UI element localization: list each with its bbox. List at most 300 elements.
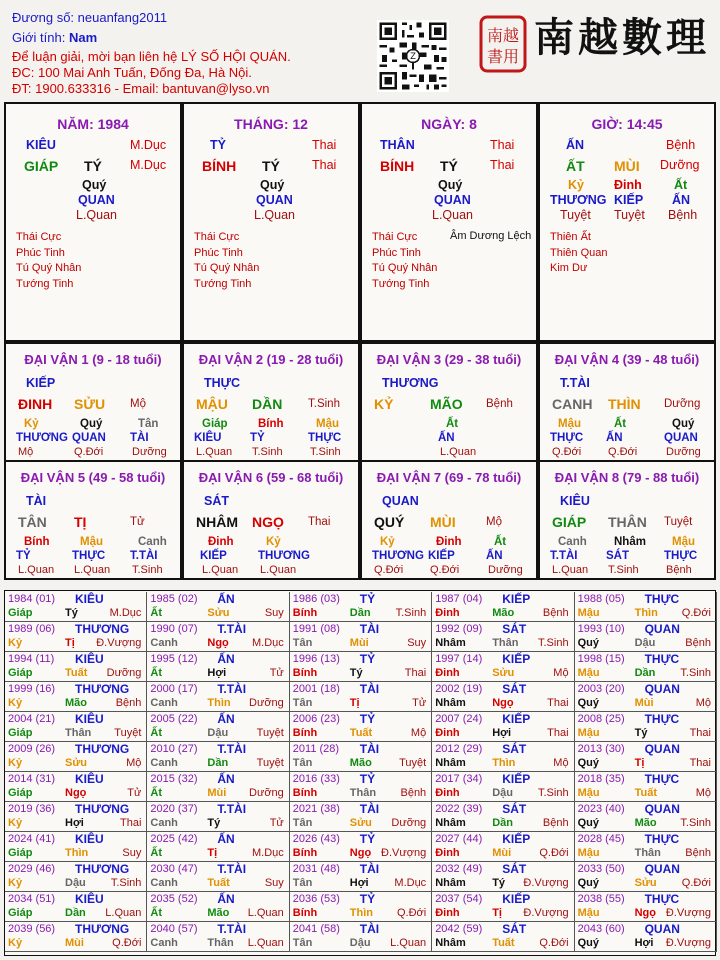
year-life: Q.Đới <box>539 846 569 859</box>
year-branch: Thìn <box>349 906 374 919</box>
hidden-star: THỰC <box>72 550 106 562</box>
year-stem: Canh <box>150 936 178 949</box>
year-cell[interactable] <box>147 652 289 682</box>
year-stem: Ất <box>150 786 162 799</box>
year-star: KIẾP <box>502 651 531 666</box>
year-stem: Quý <box>577 936 599 949</box>
year-star: THƯƠNG <box>75 861 130 876</box>
year-branch: Thân <box>207 936 234 949</box>
year-life: Thai <box>689 726 711 739</box>
dai-van-star: T.TÀI <box>560 376 590 390</box>
year-cell[interactable] <box>5 772 147 802</box>
dai-van-box[interactable] <box>538 460 716 580</box>
dai-van-title: ĐẠI VẬN 7 (69 - 78 tuổi) <box>376 470 522 485</box>
year-label: 2024 (41) <box>8 832 56 845</box>
year-label: 1995 (12) <box>150 652 198 665</box>
year-cell[interactable] <box>5 862 147 892</box>
dai-van-star: THỰC <box>204 376 241 390</box>
year-stem: Giáp <box>8 726 33 739</box>
year-label: 2021 (38) <box>292 802 340 815</box>
year-cell[interactable] <box>5 622 147 652</box>
dai-van-star: TÀI <box>26 494 47 508</box>
year-cell[interactable] <box>575 892 717 922</box>
year-branch: Dần <box>349 606 371 619</box>
hidden-life: Q.Đới <box>430 564 460 576</box>
dai-van-stem: ĐINH <box>18 396 53 412</box>
year-stem: Quý <box>577 816 599 829</box>
year-cell[interactable] <box>290 832 432 862</box>
year-branch: Tý <box>207 816 221 829</box>
brand-logo: 南越數理 <box>534 14 710 61</box>
year-cell[interactable] <box>432 862 574 892</box>
year-star: THƯƠNG <box>75 921 130 936</box>
year-cell[interactable] <box>290 922 432 952</box>
year-stem: Bính <box>292 786 318 799</box>
hidden-life: Q.Đới <box>74 446 104 458</box>
year-star: QUAN <box>644 621 680 636</box>
pillar-branch-life: Dưỡng <box>660 158 700 172</box>
hidden-stem: Nhâm <box>614 536 646 548</box>
year-cell[interactable] <box>5 592 147 622</box>
year-branch: Tý <box>492 876 506 889</box>
hidden-star: T.TÀI <box>130 550 158 562</box>
year-stem: Giáp <box>8 846 33 859</box>
year-star: T.TÀI <box>217 741 247 756</box>
year-star: THỰC <box>644 891 680 906</box>
pillar-top-life: Thai <box>490 138 515 152</box>
year-stem: Ất <box>150 606 162 619</box>
year-stem: Ất <box>150 666 162 679</box>
year-cell[interactable] <box>575 682 717 712</box>
pillar-notes <box>550 230 607 277</box>
year-cell[interactable] <box>5 682 147 712</box>
year-life: T.Sinh <box>110 876 142 889</box>
year-stem: Bính <box>292 726 318 739</box>
year-stem: Canh <box>150 756 178 769</box>
account-line <box>12 10 167 26</box>
pillar-notes <box>16 230 81 292</box>
year-stem: Bính <box>292 666 318 679</box>
year-branch: Dần <box>65 906 86 919</box>
hidden-life: L.Quan <box>432 208 474 222</box>
pillar-stem: GIÁP <box>24 158 59 174</box>
year-star: TỶ <box>359 651 376 666</box>
hidden-stem: Bính <box>258 418 284 430</box>
year-life: M.Dục <box>252 846 284 859</box>
dai-van-life: Thai <box>308 516 331 528</box>
dai-van-box[interactable] <box>538 342 716 462</box>
pillar-branch-life: Thai <box>312 158 337 172</box>
year-life: Bệnh <box>400 786 427 799</box>
dai-van-box[interactable] <box>4 460 182 580</box>
hidden-star: ẤN <box>672 193 691 207</box>
year-label: 2038 (55) <box>577 892 625 905</box>
year-cell[interactable] <box>5 652 147 682</box>
year-life: L.Quan <box>247 936 284 949</box>
hidden-life: L.Quan <box>440 446 477 458</box>
hidden-star: KIÊU <box>194 432 222 444</box>
year-cell[interactable] <box>147 922 289 952</box>
year-label: 2013 (30) <box>577 742 625 755</box>
year-branch: Tuất <box>207 876 230 889</box>
year-star: T.TÀI <box>217 681 247 696</box>
dai-van-stem: NHÂM <box>196 514 238 530</box>
account-label: Đương số: <box>12 10 75 25</box>
year-life: Tuyệt <box>114 726 142 739</box>
dai-van-box[interactable] <box>182 342 360 462</box>
hidden-life: L.Quan <box>74 564 111 576</box>
svg-text:南越: 南越 <box>486 26 520 45</box>
year-life: Thai <box>547 696 569 709</box>
hidden-stem: Kỷ <box>380 536 395 548</box>
hidden-life: Tuyệt <box>560 208 591 222</box>
year-stem: Mậu <box>577 606 600 619</box>
dai-van-title: ĐẠI VẬN 8 (79 - 88 tuổi) <box>554 470 700 485</box>
year-life: Bệnh <box>685 636 711 649</box>
year-cell[interactable] <box>432 832 574 862</box>
year-branch: Mùi <box>349 636 369 649</box>
pillar-hour <box>538 102 716 342</box>
year-branch: Thân <box>349 786 377 799</box>
year-cell[interactable] <box>432 892 574 922</box>
year-cell[interactable] <box>575 742 717 772</box>
dai-van-box[interactable] <box>360 342 538 462</box>
year-cell[interactable] <box>575 862 717 892</box>
year-star: QUAN <box>644 681 680 696</box>
year-cell[interactable] <box>147 712 289 742</box>
year-label: 1987 (04) <box>435 592 483 605</box>
hidden-stem: Mậu <box>672 536 695 548</box>
year-branch: Ngọ <box>492 696 514 709</box>
year-label: 2026 (43) <box>292 832 340 845</box>
dai-van-life: Tuyệt <box>664 516 693 528</box>
year-cell[interactable] <box>432 922 574 952</box>
year-label: 2019 (36) <box>8 802 56 815</box>
year-label: 2020 (37) <box>150 802 198 815</box>
year-cell[interactable] <box>147 892 289 922</box>
year-life: Bệnh <box>685 846 711 859</box>
year-cell[interactable] <box>575 622 717 652</box>
year-label: 2005 (22) <box>150 712 198 725</box>
year-cell[interactable] <box>5 742 147 772</box>
year-cell[interactable] <box>432 622 574 652</box>
year-branch: Thìn <box>207 696 231 709</box>
year-cell[interactable] <box>575 772 717 802</box>
year-cell[interactable] <box>5 802 147 832</box>
year-star: KIÊU <box>75 711 104 726</box>
year-star: KIÊU <box>75 771 104 786</box>
year-label: 2009 (26) <box>8 742 56 755</box>
year-label: 2027 (44) <box>435 832 483 845</box>
pillar-top-star: THÂN <box>380 138 415 152</box>
year-label: 2040 (57) <box>150 922 198 935</box>
year-stem: Bính <box>292 606 318 619</box>
phone-line[interactable]: ĐT: 1900.633316 - Email: bantuvan@lyso.vn <box>12 81 270 96</box>
pillar-top-life: Thai <box>312 138 337 152</box>
year-branch: Mão <box>207 906 230 919</box>
year-cell[interactable] <box>147 862 289 892</box>
year-life: Đ.Vượng <box>523 906 569 919</box>
hidden-star: KIẾP <box>200 550 227 562</box>
year-cell[interactable] <box>147 682 289 712</box>
note: Thiên Ất <box>550 231 591 243</box>
year-stem: Đinh <box>435 846 460 859</box>
header <box>0 0 720 100</box>
pillar-top-star: KIÊU <box>26 138 56 152</box>
hidden-stem: Mậu <box>80 536 103 548</box>
year-cell[interactable] <box>5 922 147 952</box>
year-cell[interactable] <box>147 622 289 652</box>
year-cell[interactable] <box>5 832 147 862</box>
year-life: Tuyệt <box>256 726 284 739</box>
year-cell[interactable] <box>432 712 574 742</box>
year-label: 2030 (47) <box>150 862 198 875</box>
dai-van-box[interactable] <box>4 342 182 462</box>
dai-van-branch: THÂN <box>608 514 647 530</box>
year-life: Q.Đới <box>112 936 142 949</box>
year-life: Suy <box>407 636 427 649</box>
year-label: 2022 (39) <box>435 802 483 815</box>
hidden-star: THỰC <box>664 550 698 562</box>
year-cell[interactable] <box>147 832 289 862</box>
year-star: THƯƠNG <box>75 681 130 696</box>
year-branch: Dậu <box>492 786 513 799</box>
year-cell[interactable] <box>290 622 432 652</box>
year-cell[interactable] <box>5 892 147 922</box>
year-star: QUAN <box>644 741 680 756</box>
year-star: KIẾP <box>502 831 531 846</box>
year-label: 2017 (34) <box>435 772 483 785</box>
year-cell[interactable] <box>432 802 574 832</box>
year-stem: Đinh <box>435 666 460 679</box>
year-cell[interactable] <box>290 652 432 682</box>
year-stem: Quý <box>577 756 599 769</box>
year-label: 2010 (27) <box>150 742 198 755</box>
year-label: 1991 (08) <box>292 622 340 635</box>
year-label: 1989 (06) <box>8 622 56 635</box>
year-branch: Dậu <box>634 636 656 649</box>
hidden-life: Bệnh <box>668 208 698 222</box>
dai-van-stem: QUÝ <box>374 514 405 530</box>
note: Thiên Quan <box>550 246 608 259</box>
year-cell[interactable] <box>575 592 717 622</box>
year-life: Tuyệt <box>256 756 284 769</box>
year-cell[interactable] <box>432 772 574 802</box>
year-branch: Dần <box>492 816 513 829</box>
year-branch: Mùi <box>492 846 512 859</box>
hidden-stem: Đinh <box>436 536 462 548</box>
note: Phúc Tinh <box>194 246 243 259</box>
year-cell[interactable] <box>290 772 432 802</box>
hidden-stem: Mậu <box>558 418 581 430</box>
year-stem: Giáp <box>8 906 33 919</box>
year-life: Thai <box>404 666 427 679</box>
year-cell[interactable] <box>290 742 432 772</box>
year-stem: Giáp <box>8 666 33 679</box>
note: Phúc Tinh <box>16 246 65 259</box>
dai-van-box[interactable] <box>182 460 360 580</box>
pillar-branch: TÝ <box>262 158 280 174</box>
year-cell[interactable] <box>575 652 717 682</box>
year-label: 1997 (14) <box>435 652 483 665</box>
hidden-life: L.Quan <box>260 564 297 576</box>
year-branch: Tuất <box>349 726 373 739</box>
year-stem: Nhâm <box>435 816 466 829</box>
year-label: 2003 (20) <box>577 682 625 695</box>
year-branch: Tị <box>634 756 645 769</box>
year-life: Mộ <box>695 786 711 799</box>
year-cell[interactable] <box>147 742 289 772</box>
year-branch: Mão <box>492 606 515 619</box>
year-life: Dưỡng <box>391 816 427 829</box>
hidden-star: SÁT <box>606 550 629 562</box>
year-cell[interactable] <box>147 592 289 622</box>
year-life: L.Quan <box>390 936 427 949</box>
annual-luck-grid <box>4 590 716 956</box>
year-star: ẤN <box>217 711 235 726</box>
hidden-life: T.Sinh <box>252 446 283 458</box>
pillar-extra-note: Âm Dương Lệch <box>450 230 532 242</box>
pillar-year <box>4 102 182 342</box>
hidden-life: T.Sinh <box>310 446 341 458</box>
hidden-star: QUAN <box>78 193 115 207</box>
year-label: 2043 (60) <box>577 922 625 935</box>
year-stem: Quý <box>577 696 599 709</box>
year-cell[interactable] <box>432 652 574 682</box>
year-branch: Thìn <box>634 606 658 619</box>
year-life: Q.Đới <box>681 606 711 619</box>
year-life: Q.Đới <box>539 936 569 949</box>
hidden-life: Q.Đới <box>374 564 404 576</box>
year-star: T.TÀI <box>217 621 247 636</box>
year-label: 2029 (46) <box>8 862 56 875</box>
year-branch: Mùi <box>65 936 84 949</box>
year-label: 2037 (54) <box>435 892 483 905</box>
year-star: QUAN <box>644 801 680 816</box>
hidden-life: L.Quan <box>552 564 589 576</box>
year-cell[interactable] <box>147 802 289 832</box>
hidden-life: Dưỡng <box>488 564 523 576</box>
year-stem: Canh <box>150 696 178 709</box>
year-cell[interactable] <box>147 772 289 802</box>
year-life: T.Sinh <box>538 636 569 649</box>
hidden-life: Q.Đới <box>608 446 638 458</box>
year-life: Thai <box>689 756 711 769</box>
year-cell[interactable] <box>575 712 717 742</box>
note: Kim Dư <box>550 262 588 274</box>
year-life: L.Quan <box>247 906 284 919</box>
pillar-stem: BÍNH <box>202 158 237 174</box>
year-cell[interactable] <box>290 802 432 832</box>
hidden-stem: Quý <box>672 418 695 430</box>
qr-code-icon[interactable] <box>377 20 449 92</box>
year-life: Tử <box>269 816 284 829</box>
year-label: 2039 (56) <box>8 922 56 935</box>
hidden-star: KIẾP <box>614 193 644 207</box>
year-stem: Mậu <box>577 726 600 739</box>
year-life: Bệnh <box>115 696 142 709</box>
dai-van-branch: NGỌ <box>252 514 284 530</box>
year-stem: Ất <box>150 846 162 859</box>
year-branch: Tị <box>207 846 218 859</box>
year-star: TÀI <box>359 801 380 816</box>
year-label: 2001 (18) <box>292 682 340 695</box>
year-branch: Sửu <box>65 756 88 769</box>
year-cell[interactable] <box>575 832 717 862</box>
year-stem: Kỷ <box>8 696 23 709</box>
gender-value: Nam <box>68 30 98 45</box>
year-life: M.Dục <box>109 606 142 619</box>
year-label: 2007 (24) <box>435 712 483 725</box>
year-stem: Quý <box>577 876 599 889</box>
year-cell[interactable] <box>290 712 432 742</box>
year-branch: Mão <box>349 756 372 769</box>
pillar-branch: MÙI <box>614 158 640 174</box>
year-stem: Canh <box>150 876 178 889</box>
dai-van-star: KIÊU <box>560 494 590 508</box>
year-stem: Đinh <box>435 606 460 619</box>
year-cell[interactable] <box>575 802 717 832</box>
dai-van-title: ĐẠI VẬN 1 (9 - 18 tuổi) <box>24 352 162 367</box>
year-cell[interactable] <box>290 592 432 622</box>
year-cell[interactable] <box>290 862 432 892</box>
year-label: 2042 (59) <box>435 922 483 935</box>
dai-van-box[interactable] <box>360 460 538 580</box>
dai-van-stem: CANH <box>552 396 593 412</box>
dai-van-branch: TỊ <box>74 514 87 530</box>
year-label: 1986 (03) <box>292 592 340 605</box>
year-cell[interactable] <box>432 682 574 712</box>
year-stem: Nhâm <box>435 756 466 769</box>
year-star: ẤN <box>217 651 235 666</box>
year-life: Đ.Vượng <box>665 906 711 919</box>
year-stem: Tân <box>292 756 313 769</box>
year-branch: Tuất <box>65 666 88 679</box>
year-stem: Nhâm <box>435 696 466 709</box>
year-cell[interactable] <box>432 742 574 772</box>
year-life: M.Dục <box>252 636 284 649</box>
year-cell[interactable] <box>432 592 574 622</box>
year-branch: Mão <box>65 696 87 709</box>
year-cell[interactable] <box>290 682 432 712</box>
year-branch: Mùi <box>207 786 227 799</box>
year-stem: Kỷ <box>8 636 23 649</box>
year-life: T.Sinh <box>680 666 711 679</box>
year-life: T.Sinh <box>680 816 711 829</box>
year-star: T.TÀI <box>217 921 247 936</box>
year-life: Q.Đới <box>681 876 711 889</box>
hidden-stem: Quý <box>80 418 103 430</box>
year-label: 2036 (53) <box>292 892 340 905</box>
year-stem: Canh <box>150 816 178 829</box>
year-cell[interactable] <box>290 892 432 922</box>
dai-van-life: Mộ <box>486 516 502 528</box>
year-cell[interactable] <box>5 712 147 742</box>
year-star: KIẾP <box>502 711 531 726</box>
note: Phúc Tinh <box>372 246 421 259</box>
year-label: 1996 (13) <box>292 652 340 665</box>
year-cell[interactable] <box>575 922 717 952</box>
year-label: 2008 (25) <box>577 712 625 725</box>
pillar-notes <box>372 230 437 292</box>
year-star: TÀI <box>359 621 380 636</box>
year-life: Dưỡng <box>249 786 284 799</box>
year-branch: Ngọ <box>634 906 656 919</box>
year-branch: Tị <box>492 906 502 919</box>
hidden-star: ẤN <box>438 432 455 444</box>
hidden-life: Dưỡng <box>132 446 167 458</box>
year-label: 2028 (45) <box>577 832 625 845</box>
